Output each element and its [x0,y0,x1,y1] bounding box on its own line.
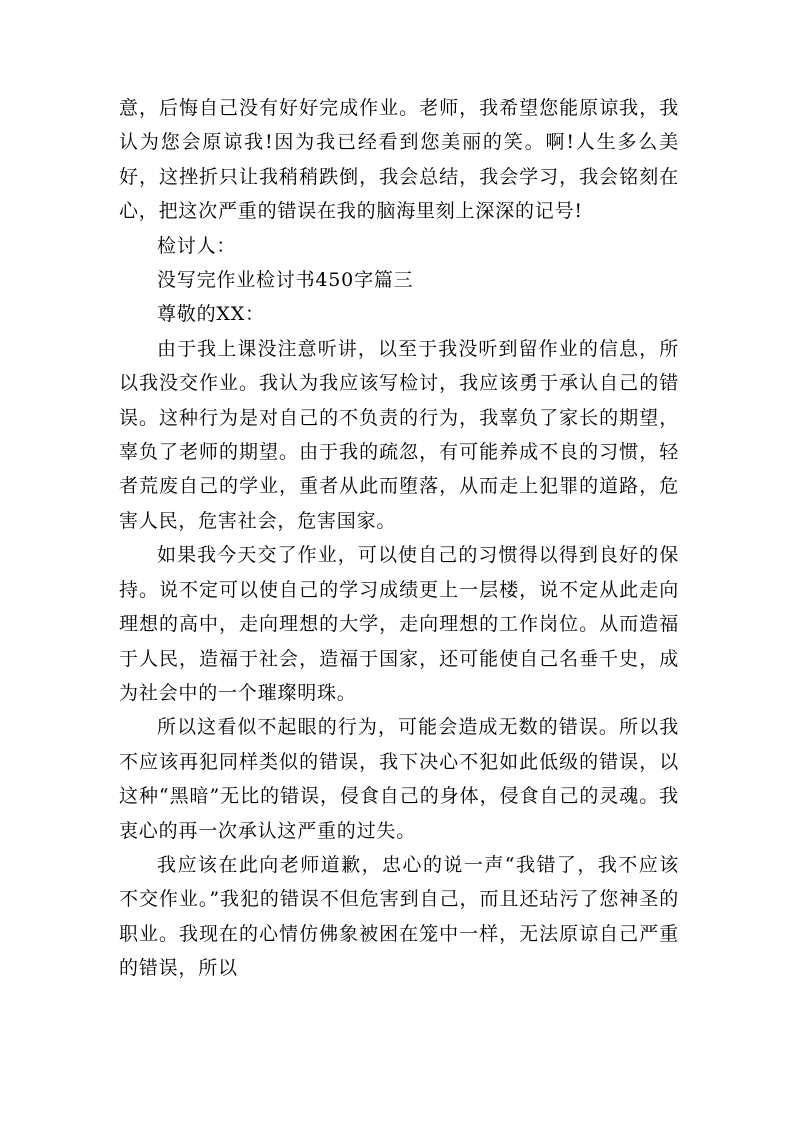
salutation: 尊敬的XX： [157,303,265,326]
paragraph-apology: 我应该在此向老师道歉，忠心的说一声“我错了，我不应该不交作业。”我犯的错误不但危害到自己，而且还玷污了您神圣的职业。我现在的心情仿佛象被困在笼中一样，无法原谅自己严重的错误，所以 [119,853,679,980]
signature-label: 检讨人： [157,234,237,257]
paragraph-resolution: 所以这看似不起眼的行为，可能会造成无数的错误。所以我不应该再犯同样类似的错误，我下决心不犯如此低级的错误，以这种“黑暗”无比的错误，侵食自己的身体，侵食自己的灵魂。我衷心的再一次承认这严重的过失。 [119,716,679,842]
paragraph-hypothetical: 如果我今天交了作业，可以使自己的习惯得以得到良好的保持。说不定可以使自己的学习成绩更上一层楼，说不定从此走向理想的高中，走向理想的大学，走向理想的工作岗位。从而造福于人民，造福于社会，造福于国家，还可能使自己名垂千史，成为社会中的一个璀璨明珠。 [119,544,679,704]
document-body [119,91,679,986]
paragraph-reason: 由于我上课没注意听讲，以至于我没听到留作业的信息，所以我没交作业。我认为我应该写检讨，我应该勇于承认自己的错误。这种行为是对自己的不负责的行为，我辜负了家长的期望，辜负了老师的期望。由于我的疏忽，有可能养成不良的习惯，轻者荒废自己的学业，重者从此而堕落，从而走上犯罪的道路，危害人民，危害社会，危害国家。 [119,337,679,532]
section-title: 没写完作业检讨书450字篇三 [157,269,414,292]
paragraph-continuation: 意，后悔自己没有好好完成作业。老师，我希望您能原谅我，我认为您会原谅我!因为我已经看到您美丽的笑。啊!人生多么美好，这挫折只让我稍稍跌倒，我会总结，我会学习，我会铭刻在心，把这次严重的错误在我的脑海里刻上深深的记号! [119,97,679,223]
